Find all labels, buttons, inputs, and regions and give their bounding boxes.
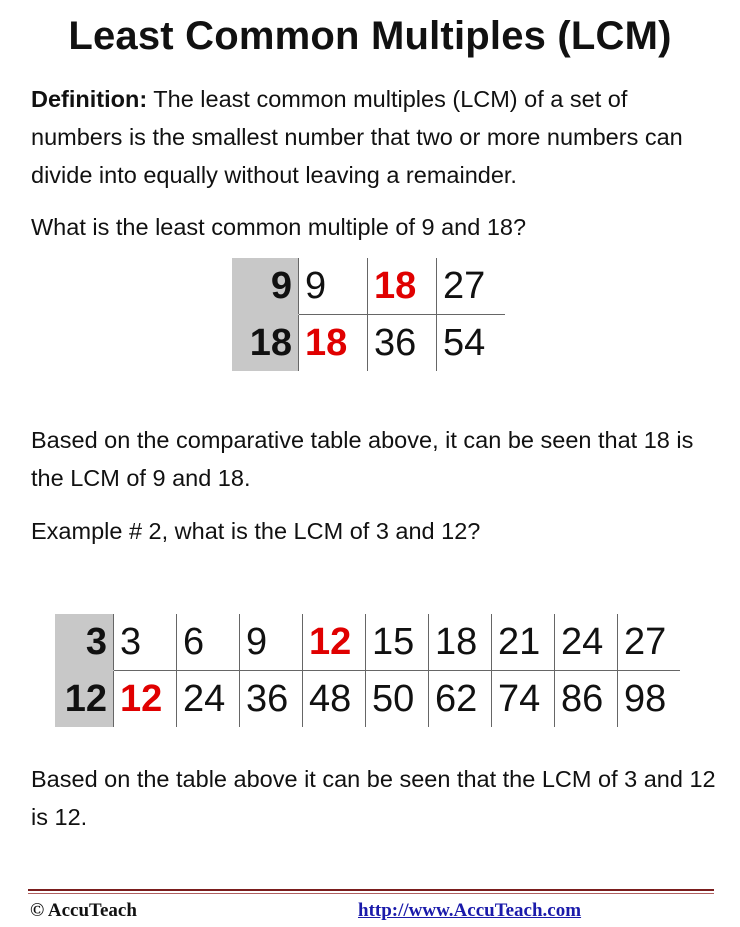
multiple-cell: 62 xyxy=(429,671,492,728)
definition-label: Definition: xyxy=(31,86,148,112)
common-multiple-cell: 18 xyxy=(299,315,368,372)
row-header-cell: 9 xyxy=(232,258,299,315)
multiple-cell: 86 xyxy=(555,671,618,728)
multiple-cell: 9 xyxy=(299,258,368,315)
multiple-cell: 48 xyxy=(303,671,366,728)
table-row xyxy=(232,315,505,372)
footer-rule-thin xyxy=(28,893,714,894)
example2-question: Example # 2, what is the LCM of 3 and 12? xyxy=(31,518,481,544)
multiple-cell: 9 xyxy=(240,614,303,671)
multiple-cell: 24 xyxy=(177,671,240,728)
example2-conclusion: Based on the table above it can be seen that the LCM of 3 and 12 is 12. xyxy=(31,766,716,830)
common-multiple-cell: 12 xyxy=(114,671,177,728)
definition-text: The least common multiples (LCM) of a set of numbers is the smallest number that two or more numbers can divide into equally without leaving a remainder. xyxy=(31,86,683,188)
multiple-cell: 98 xyxy=(618,671,681,728)
definition-paragraph xyxy=(31,80,721,194)
footer-link[interactable]: http://www.AccuTeach.com xyxy=(358,900,582,921)
row-header-cell: 18 xyxy=(232,315,299,372)
multiple-cell: 18 xyxy=(429,614,492,671)
common-multiple-cell: 12 xyxy=(303,614,366,671)
table-row xyxy=(232,258,505,315)
multiple-cell: 36 xyxy=(240,671,303,728)
multiple-cell: 27 xyxy=(437,258,506,315)
multiple-cell: 50 xyxy=(366,671,429,728)
example1-question: What is the least common multiple of 9 and 18? xyxy=(31,214,527,240)
row-header-cell: 3 xyxy=(55,614,114,671)
multiple-cell: 27 xyxy=(618,614,681,671)
example2-multiples-table xyxy=(55,614,680,727)
multiple-cell: 6 xyxy=(177,614,240,671)
example1-conclusion: Based on the comparative table above, it can be seen that 18 is the LCM of 9 and 18. xyxy=(31,427,694,491)
multiple-cell: 36 xyxy=(368,315,437,372)
page-title: Least Common Multiples (LCM) xyxy=(68,14,672,58)
multiple-cell: 24 xyxy=(555,614,618,671)
multiple-cell: 74 xyxy=(492,671,555,728)
multiple-cell: 54 xyxy=(437,315,506,372)
example1-multiples-table xyxy=(232,258,505,371)
row-header-cell: 12 xyxy=(55,671,114,728)
footer-copyright: © AccuTeach xyxy=(30,900,137,921)
table-row xyxy=(55,671,680,728)
multiple-cell: 3 xyxy=(114,614,177,671)
footer-rule xyxy=(28,889,714,891)
table-row xyxy=(55,614,680,671)
common-multiple-cell: 18 xyxy=(368,258,437,315)
multiple-cell: 21 xyxy=(492,614,555,671)
multiple-cell: 15 xyxy=(366,614,429,671)
